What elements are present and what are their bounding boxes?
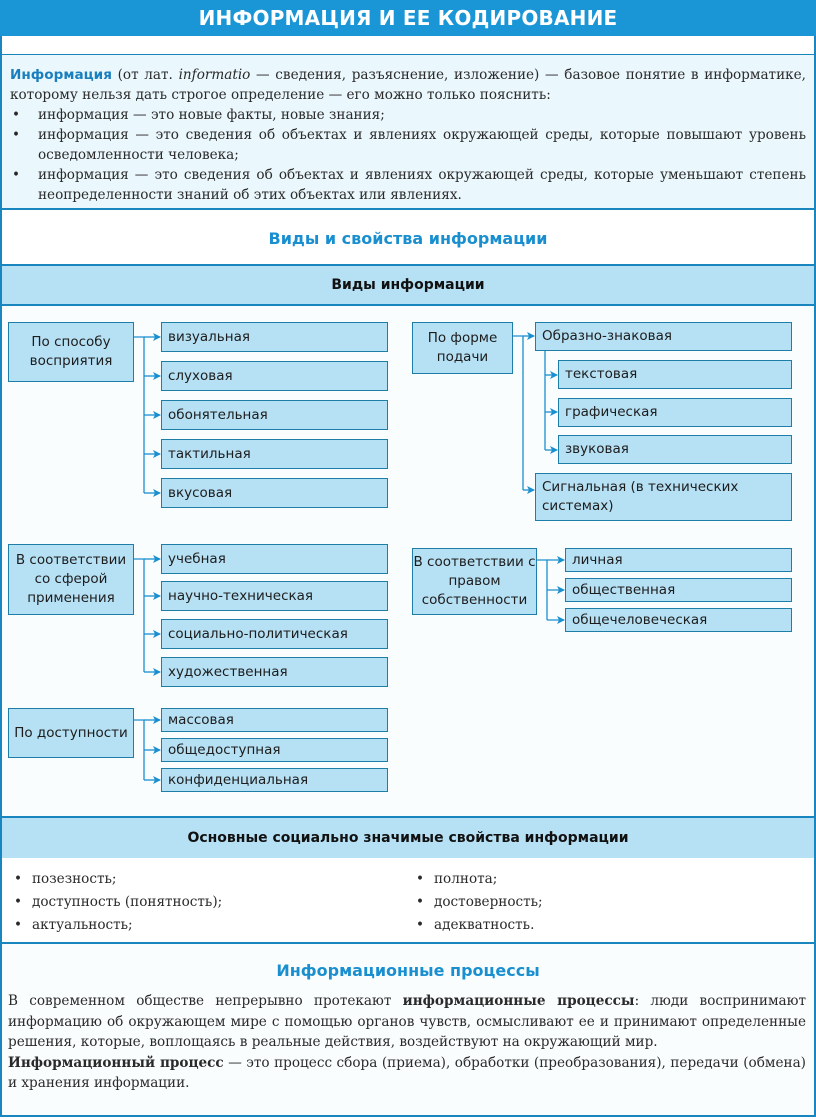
bullet-icon: • [14, 917, 23, 933]
section-title-types: Виды и свойства информации [268, 229, 548, 248]
type-box: массовая [161, 708, 388, 732]
properties-left-column [14, 868, 222, 937]
term-information: Информация [10, 67, 112, 83]
bullet-icon: • [12, 127, 21, 143]
latin-word: informatio [178, 67, 251, 83]
list-item-text: адекватность. [434, 917, 535, 933]
list-item-text: полнота; [434, 871, 498, 887]
section-title-processes: Информационные процессы [276, 961, 540, 980]
list-item [416, 891, 543, 914]
list-item [14, 914, 222, 937]
type-box: общественная [565, 578, 792, 602]
properties-list [2, 858, 814, 944]
page-title: ИНФОРМАЦИЯ И ЕЕ КОДИРОВАНИЕ [0, 0, 816, 36]
bullet-icon: • [12, 167, 21, 183]
subtype-box: текстовая [558, 360, 792, 389]
type-box-figurative: Образно-знаковая [535, 322, 792, 351]
properties-right-column [416, 868, 543, 937]
intro-text: (от лат. [111, 67, 179, 83]
type-box: вкусовая [161, 478, 388, 508]
list-item-text: информация — это новые факты, новые знания; [38, 107, 385, 123]
type-box: конфиденциальная [161, 768, 388, 792]
type-box: учебная [161, 544, 388, 574]
list-item [416, 914, 543, 937]
category-application-sphere: В соответствии со сферой применения [8, 544, 134, 615]
text: — это процесс сбора (приема), обработки (преобразования), передачи (обмена) и хранения информации. [8, 1054, 806, 1091]
list-item-text: позезность; [32, 871, 117, 887]
bullet-icon: • [12, 107, 21, 123]
type-box: обонятельная [161, 400, 388, 430]
band-types: Виды информации [2, 264, 814, 306]
blank-strip [2, 36, 814, 55]
bullet-icon: • [416, 917, 425, 933]
list-item [10, 165, 806, 205]
type-box: тактильная [161, 439, 388, 469]
processes-section [2, 944, 814, 1115]
list-item [14, 868, 222, 891]
subtype-box: звуковая [558, 435, 792, 464]
band-properties: Основные социально значимые свойства информации [2, 816, 814, 860]
list-item-text: достоверность; [434, 894, 543, 910]
text: В современном обществе непрерывно протекают [8, 993, 403, 1009]
term-info-process: Информационный процесс [8, 1054, 224, 1071]
type-box: общедоступная [161, 738, 388, 762]
bullet-icon: • [416, 871, 425, 887]
type-box: социально-политическая [161, 619, 388, 649]
category-presentation-form: По форме подачи [412, 322, 513, 374]
intro-text-cont: — сведения, разъяснение, изложение) — базовое понятие в информатике, которому нельзя дать строгое определение — его можно только пояснить: [10, 67, 806, 103]
intro-definition [2, 55, 814, 210]
category-perception: По способу восприятия [8, 322, 134, 382]
bullet-icon: • [416, 894, 425, 910]
processes-paragraph-2 [8, 1053, 806, 1094]
list-item-text: актуальность; [32, 917, 133, 933]
definition-list [10, 105, 806, 205]
intro-paragraph [10, 65, 806, 105]
list-item [10, 125, 806, 165]
type-box: общечеловеческая [565, 608, 792, 632]
list-item-text: информация — это сведения об объектах и явлениях окружающей среды, которые повышают уровень осведомленности человека; [38, 127, 806, 163]
text: : люди воспринимают информацию об окружающем мире с помощью органов чувств, осмысливают ее и принимают определенные решения, которые, воплощаясь в реальные действия, воздействуют на окружающий мир. [8, 993, 806, 1050]
type-box: художественная [161, 657, 388, 687]
list-item-text: доступность (понятность); [32, 894, 223, 910]
list-item [10, 105, 806, 125]
list-item-text: информация — это сведения об объектах и явлениях окружающей среды, которые уменьшают степень неопределенности знаний об этих объектах или явлениях. [38, 167, 806, 203]
type-box: слуховая [161, 361, 388, 391]
type-box: научно-техническая [161, 581, 388, 611]
list-item [14, 891, 222, 914]
bullet-icon: • [14, 894, 23, 910]
type-box: визуальная [161, 322, 388, 352]
list-item [416, 868, 543, 891]
category-ownership: В соответствии с правом собственности [412, 548, 537, 615]
subtype-box: графическая [558, 398, 792, 427]
type-box: личная [565, 548, 792, 572]
type-box-signal: Сигнальная (в технических системах) [535, 473, 792, 521]
processes-paragraph-1 [8, 991, 806, 1053]
processes-text [8, 991, 806, 1094]
bullet-icon: • [14, 871, 23, 887]
category-accessibility: По доступности [8, 708, 134, 758]
term-info-processes: информационные процессы [402, 993, 635, 1009]
